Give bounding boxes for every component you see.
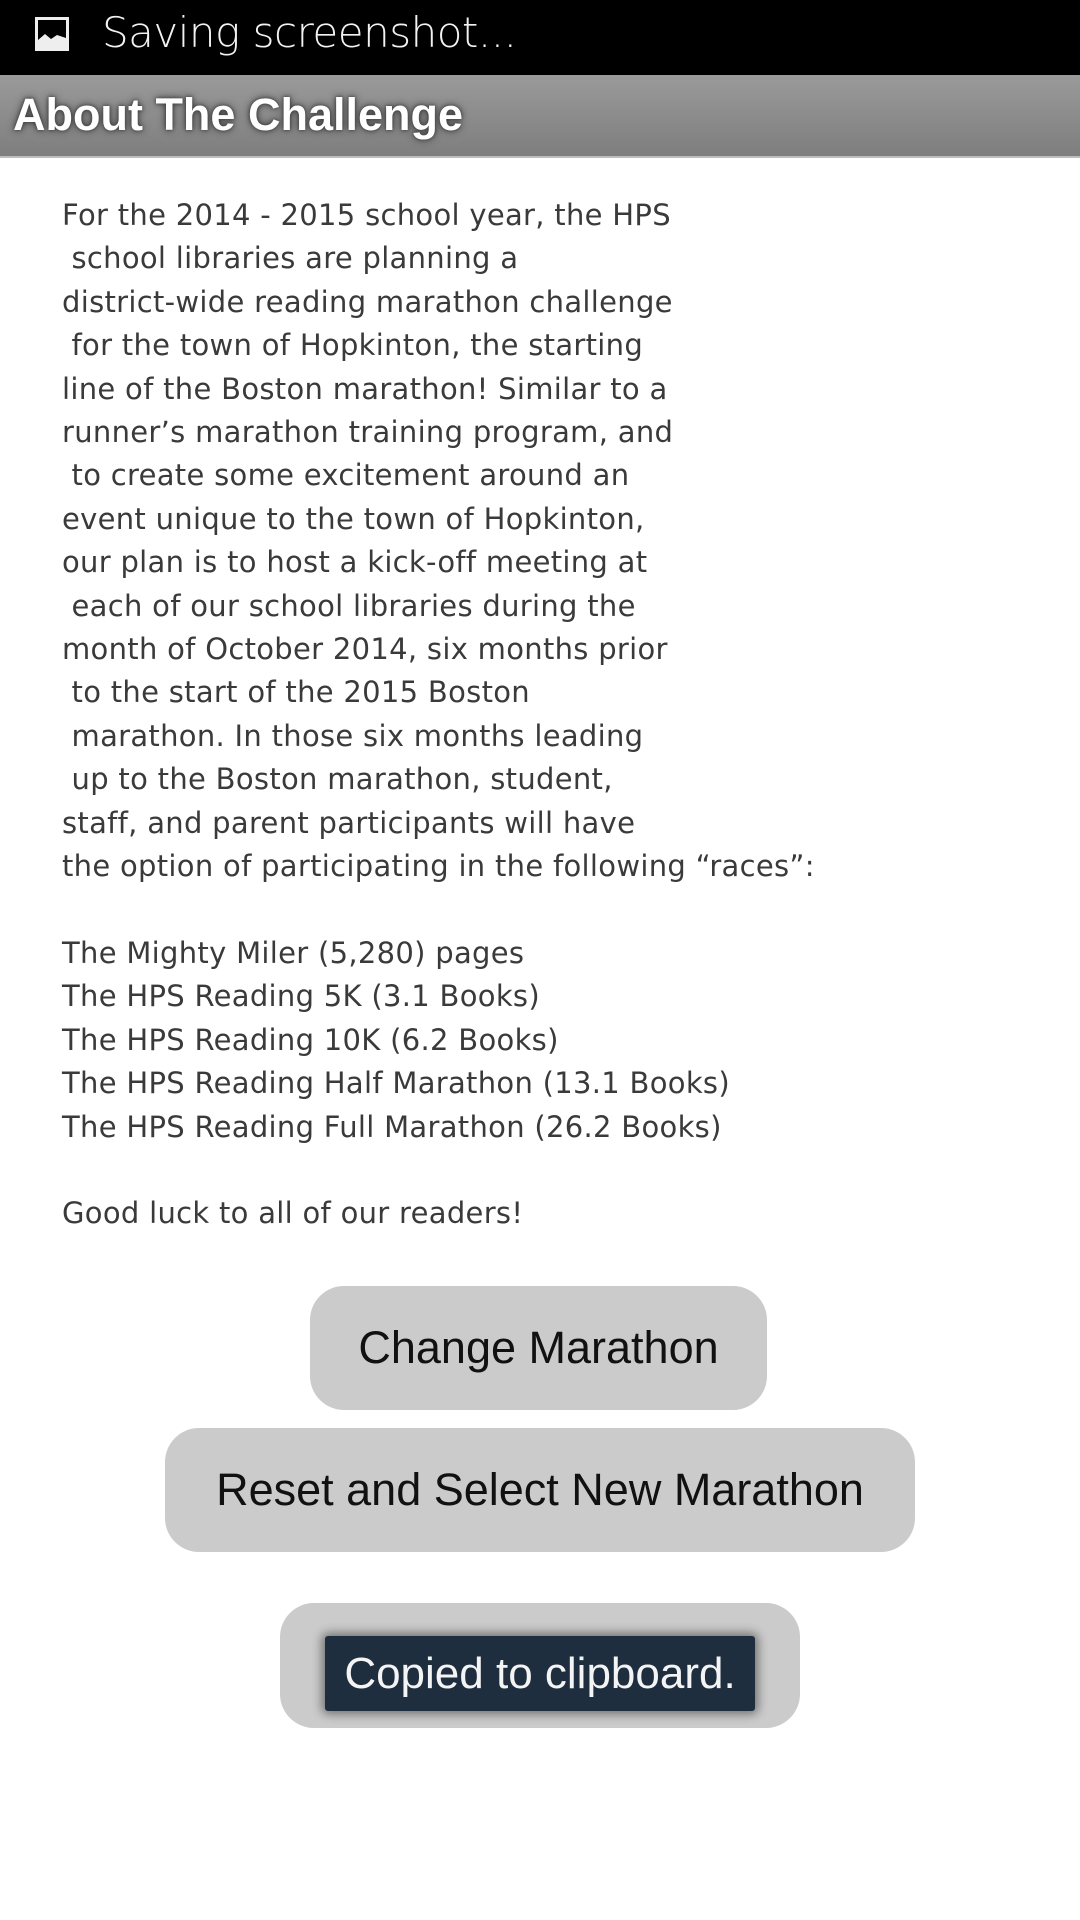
reset-select-new-marathon-button[interactable]: Reset and Select New Marathon: [165, 1428, 915, 1552]
page-title: About The Challenge: [13, 89, 463, 140]
status-notification-text: Saving screenshot...: [102, 8, 517, 57]
title-bar: [0, 75, 1080, 158]
change-marathon-button[interactable]: Change Marathon: [310, 1286, 767, 1410]
status-bar: [0, 0, 1080, 75]
image-icon: [35, 17, 69, 51]
toast-message: Copied to clipboard.: [325, 1636, 755, 1711]
challenge-description: For the 2014 - 2015 school year, the HPS school libraries are planning a district-wide reading marathon challenge for the town of Hopkinton, the starting line of the Boston marathon! Similar to a runner’s marathon training program, and to create some excitement around an event unique to the town of Hopkinton, our plan is to host a kick-off meeting at each of our school libraries during the month of October 2014, six months prior to the start of the 2015 Boston marathon. In those six months leading up to the Boston marathon, student, staff, and parent participants will have the option of participating in the following “races”: The Mighty Miler (5,280) pages The HPS Reading 5K (3.1 Books) The HPS Reading 10K (6.2 Books) The HPS Reading Half Marathon (13.1 Books) The HPS Reading Full Marathon (26.2 Books) Good luck to all of our readers!: [62, 198, 815, 1231]
